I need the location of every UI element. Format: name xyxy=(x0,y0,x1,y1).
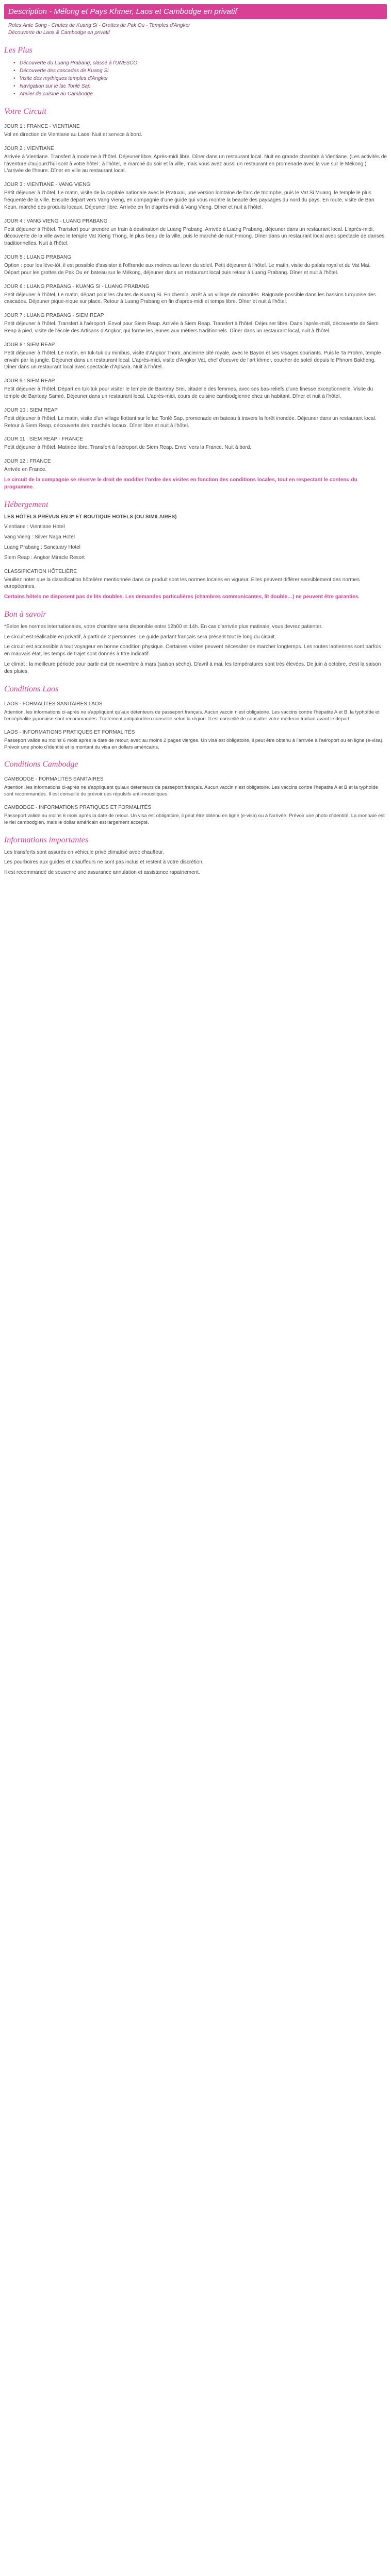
day-text: Petit déjeuner à l'hôtel. Transfert pour prendre un train à destination de Luang Prabang. Arrivée à Luang Prabang, déjeuner dans un restaurant local. L'après-midi, découverte de la ville avec le temple Vat Xieng Thong, le plus beau de la ville, puis le marché de nuit Hmong. Dîner dans un restaurant local avec spectacle de danses traditionnelles. Nuit à l'hôtel. xyxy=(4,226,385,247)
day-text: Petit déjeuner à l'hôtel. Départ en tuk-tuk pour visiter le temple de Banteay Srei, citadelle des femmes, avec ses bas-reliefs d'une finesse exceptionnelle. Visite du temple de Banteay Samré. Déjeuner dans un restaurant local. L'après-midi, cours de cuisine cambodgienne chez un habitant. Dîner et nuit à l'hôtel. xyxy=(4,386,373,399)
conditions-group-title: LAOS - INFORMATIONS PRATIQUES ET FORMALITÉS xyxy=(4,729,135,735)
day-title: JOUR 8 : SIEM REAP xyxy=(4,342,55,348)
hotel-item: Vientiane : Vientiane Hotel xyxy=(4,524,65,530)
conditions-cambodge-heading: Conditions Cambodge xyxy=(4,760,78,769)
page-title: Description - Mélong et Pays Khmer, Laos et Cambodge en privatif xyxy=(4,4,387,19)
day-title: JOUR 10 : SIEM REAP xyxy=(4,407,58,413)
bonasavoir-paragraph: Le climat : la meilleure période pour partir est de novembre à mars (saison sèche). D'avril à mai, les températures sont très élevées. De juin à octobre, c'est la saison des pluies. xyxy=(4,662,381,674)
plus-item: • Atelier de cuisine au Cambodge xyxy=(13,90,387,98)
intro-line: Roles Ante Song - Chutes de Kuang Si - Grottes de Pak Ou - Temples d'Angkor xyxy=(8,23,190,28)
day-title: JOUR 7 : LUANG PRABANG - SIEM REAP xyxy=(4,313,104,319)
conditions-group-text: Attention, les informations ci-après ne s'appliquent qu'aux détenteurs de passeport français. Aucun vaccin n'est obligatoire. Les vaccins contre l'hépatite A et B et la typhoïde sont recommandés. Il est conseillé de prévoir des répulsifs anti-moustiques. xyxy=(4,785,378,798)
classification-title: CLASSIFICATION HÔTELIÈRE xyxy=(4,568,77,574)
conditions-cambodge-block xyxy=(4,776,387,826)
plus-item: • Visite des mythiques temples d'Angkor xyxy=(13,75,387,82)
conditions-group-text: Passeport valide au moins 6 mois après la date de retour, avec au moins 2 pages vierges. Un visa est obligatoire, il peut être obtenu à l'arrivée à l'aéroport ou en ligne (e-visa). Prévoir une photo d'identité et le montant du visa en dollars américains. xyxy=(4,737,384,750)
day-title: JOUR 9 : SIEM REAP xyxy=(4,378,55,384)
day-text: Petit déjeuner à l'hôtel. Le matin, départ pour les chutes de Kuang Si. En chemin, arrêt à un village de minorités. Baignade possible dans les bassins turquoise des cascades. Déjeuner pique-nique sur place. Retour à Luang Prabang en fin d'après-midi et temps libre. Dîner et nuit à l'hôtel. xyxy=(4,292,376,305)
info-block xyxy=(4,849,387,876)
info-line: Les transferts sont assurés en véhicule privé climatisé avec chauffeur. xyxy=(4,849,164,855)
day-title: JOUR 12 : FRANCE xyxy=(4,459,51,465)
conditions-group-title: CAMBODGE - FORMALITÉS SANITAIRES xyxy=(4,776,104,783)
conditions-group-title: LAOS - FORMALITÉS SANITAIRES LAOS xyxy=(4,701,103,707)
circuit-days xyxy=(4,124,387,491)
day-title: JOUR 6 : LUANG PRABANG - KUANG SI - LUANG PRABANG xyxy=(4,283,150,290)
intro xyxy=(8,22,387,37)
page xyxy=(0,0,391,876)
day-text: Petit déjeuner à l'hôtel. Le matin, visite d'un village flottant sur le lac Tonlé Sap, promenade en bateau à travers la forêt inondée. Déjeuner dans un restaurant local. Retour à Siem Reap, découverte des marchés locaux. Dîner libre et nuit à l'hôtel. xyxy=(4,415,377,429)
hebergement-heading: Hébergement xyxy=(4,500,48,509)
hotel-item: Vang Vieng : Silver Naga Hotel xyxy=(4,534,75,540)
hotel-item: Siem Reap : Angkor Miracle Resort xyxy=(4,554,85,561)
day-title: JOUR 3 : VIENTIANE - VANG VIENG xyxy=(4,182,91,188)
classification-text: Veuillez noter que la classification hôtelière mentionnée dans ce produit sont les normes locales en vigueur. Elles peuvent différer sensiblement des normes européennes. xyxy=(4,577,360,590)
day-title: JOUR 4 : VANG VIENG - LUANG PRABANG xyxy=(4,218,108,224)
conditions-group-text: Attention, les informations ci-après ne s'appliquent qu'aux détenteurs de passeport français. Aucun vaccin n'est obligatoire. Les vaccins contre l'hépatite A et B, la typhoïde et l'encéphalite japonaise sont recommandés. Traitement antipaludéen conseillé selon la région. Il est conseillé de consulter votre médecin traitant avant le départ. xyxy=(4,709,380,722)
plus-list xyxy=(4,59,387,98)
conditions-group-title: CAMBODGE - INFORMATIONS PRATIQUES ET FORMALITÉS xyxy=(4,805,152,811)
day-text: Petit déjeuner à l'hôtel. Matinée libre. Transfert à l'aéroport de Siem Reap. Envol vers la France. Nuit à bord. xyxy=(4,445,252,451)
info-line: Les pourboires aux guides et chauffeurs ne sont pas inclus et restent à votre discrétion. xyxy=(4,859,204,866)
bonasavoir-block xyxy=(4,623,387,675)
day-title: JOUR 11 : SIEM REAP - FRANCE xyxy=(4,436,83,443)
bonasavoir-paragraph: *Selon les normes internationales, votre chambre sera disponible entre 12h00 et 14h. En cas d'arrivée plus matinale, vous devrez patienter. xyxy=(4,623,323,630)
hebergement-block xyxy=(4,514,387,601)
circuit-heading: Votre Circuit xyxy=(4,107,46,116)
conditions-group-text: Passeport valide au moins 6 mois après la date de retour. Un visa est obligatoire, il peut être obtenu en ligne (e-visa) ou à l'arrivée. Prévoir une photo d'identité. La monnaie est le riel cambodgien, mais le dollar américain est largement accepté. xyxy=(4,813,385,826)
day-text: Vol en direction de Vientiane au Laos. Nuit et service à bord. xyxy=(4,132,142,138)
day-text: Arrivée en France. xyxy=(4,467,47,473)
circuit-note: Le circuit de la compagnie se réserve le droit de modifier l'ordre des visites en fonction des conditions locales, tout en respectant le contenu du programme. xyxy=(4,477,357,490)
bonasavoir-paragraph: Le circuit est accessible à tout voyageur en bonne condition physique. Certaines visites peuvent nécessiter de marcher longtemps. Les routes laotiennes sont parfois en mauvais état, les temps de trajet sont donnés à titre indicatif. xyxy=(4,644,381,657)
plus-item: • Découverte des cascades de Kuang Si xyxy=(13,67,387,75)
bonasavoir-heading: Bon à savoir xyxy=(4,609,46,619)
day-title: JOUR 5 : LUANG PRABANG xyxy=(4,254,72,260)
info-heading: Informations importantes xyxy=(4,835,89,844)
plus-heading: Les Plus xyxy=(4,46,32,55)
hebergement-intro: LES HÔTELS PRÉVUS EN 3* ET BOUTIQUE HOTELS (OU SIMILAIRES) xyxy=(4,514,177,520)
plus-item: • Navigation sur le lac Tonlé Sap xyxy=(13,82,387,90)
hotel-item: Luang Prabang : Sanctuary Hotel xyxy=(4,544,80,550)
bonasavoir-paragraph: Le circuit est réalisable en privatif, à partir de 2 personnes. Le guide parlant français sera présent tout le long du circuit. xyxy=(4,634,276,640)
day-text: Arrivée à Vientiane. Transfert à moderne à l'hôtel. Déjeuner libre. Après-midi libre. Dîner dans un restaurant local. Nuit en grande chambre à Vientiane. (Les activités de l'aventure d'aujourd'hui sont à votre hôtel : à l'hôtel, le marché du soir et la ville, mais vous avez aussi un restaurant en promenade avec la vue sur le Mékong.) L'arrivée de l'heure. Dîner en ville au restaurant local. xyxy=(4,154,387,174)
day-title: JOUR 2 : VIENTIANE xyxy=(4,145,54,151)
day-text: Option : pour les lève-tôt, il est possible d'assister à l'offrande aux moines au lever du soleil. Petit déjeuner à l'hôtel. Le matin, visite du palais royal et du Vat Mai. Départ pour les grottes de Pak Ou en bateau sur le Mékong, déjeuner dans un restaurant local puis retour à Luang Prabang. Dîner et nuit à l'hôtel. xyxy=(4,262,371,276)
conditions-laos-block xyxy=(4,701,387,751)
hebergement-note: Certains hôtels ne disposent pas de lits doubles. Les demandes particulières (chambres communicantes, lit double…) ne peuvent être garanties. xyxy=(4,594,360,600)
intro-line: Découverte du Laos & Cambodge en privatif xyxy=(8,30,110,36)
day-text: Petit déjeuner à l'hôtel. Le matin, visite de la capitale nationale avec le Pratuxai, une version lointaine de l'arc de triomphe, puis le Vat Si Muang, le temple le plus fréquenté de la ville. Ensuite départ vers Vang Vieng, en compagnie d'une guide qui vous montre la beauté des paysages du nord du pays. En route, visite de Ban Keun, marché des produits locaux. Déjeuner libre. Arrivée en fin d'après-midi à Vang Vieng. Dîner et nuit à l'hôtel. xyxy=(4,190,374,210)
day-title: JOUR 1 : FRANCE - VIENTIANE xyxy=(4,124,80,129)
plus-item: • Découverte du Luang Prabang, classé à l'UNESCO xyxy=(13,59,387,67)
day-text: Petit déjeuner à l'hôtel. Transfert à l'aéroport. Envol pour Siem Reap. Arrivée à Siem Reap. Transfert à l'hôtel. Déjeuner libre. Dans l'après-midi, découverte de Siem Reap à pied, visite de l'école des Artisans d'Angkor, qui forme les jeunes aux métiers traditionnels. Dîner dans un restaurant local, nuit à l'hôtel. xyxy=(4,321,379,334)
info-line: Il est recommandé de souscrire une assurance annulation et assistance rapatriement. xyxy=(4,870,200,876)
conditions-laos-heading: Conditions Laos xyxy=(4,684,59,693)
day-text: Petit déjeuner à l'hôtel. Le matin, en tuk-tuk ou minibus, visite d'Angkor Thom, ancienne cité royale, avec le Bayon et ses visages souriants. Puis le Ta Prohm, temple envahi par la jungle. Déjeuner dans un restaurant local. L'après-midi, visite d'Angkor Vat, chef d'oeuvre de l'art khmer, coucher de soleil depuis le Phnom Bakheng. Dîner dans un restaurant local avec spectacle d'Apsara. Nuit à l'hôtel. xyxy=(4,350,381,370)
